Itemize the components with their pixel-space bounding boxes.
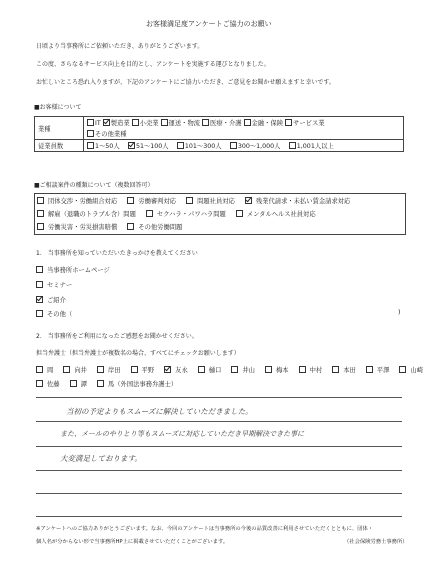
checkbox[interactable] (399, 366, 406, 373)
q1-option: ご紹介 (36, 295, 70, 304)
answer-line (36, 470, 402, 471)
lawyers-row-2: 佐藤 譚 馬（外国法事務弁護士） (36, 379, 185, 388)
checkbox[interactable] (37, 197, 44, 204)
checkbox[interactable] (36, 310, 43, 317)
answer-line (36, 421, 402, 422)
q1-option-other: その他（ (36, 309, 76, 318)
consult-row-1: 団体交渉・労働組合対応 労働審判対応 問題社員対応 残業代請求・未払い賃金請求対応 (37, 196, 358, 205)
checkbox-checked[interactable] (128, 142, 135, 149)
lawyers-row-1: 岡 向井 岸田 平野 友永 樋口 井山 梅本 中村 本田 平澤 山崎 (36, 365, 431, 374)
checkbox[interactable] (131, 366, 138, 373)
checkbox-checked[interactable] (103, 119, 110, 126)
answer-line (36, 493, 402, 494)
handwritten-answer-1: 当初の予定よりもスムーズに解決していただきました。 (66, 407, 253, 416)
checkbox[interactable] (37, 210, 44, 217)
checkbox[interactable] (231, 366, 238, 373)
industry-option: 運送・物流 (161, 120, 200, 127)
footer-note-2: 個人名が分からない形で当事務所HP上に掲載させていただくことがございます。 (36, 539, 229, 545)
checkbox[interactable] (36, 366, 43, 373)
checkbox[interactable] (87, 119, 94, 126)
consult-heading: ■ご相談案件の種類について（複数回答可） (34, 182, 154, 189)
checkbox[interactable] (198, 366, 205, 373)
industry-option: 小売業 (132, 120, 159, 127)
checkbox[interactable] (299, 366, 306, 373)
checkbox[interactable] (37, 223, 44, 230)
footer-firm: （社会保険労務士事務所） (344, 539, 408, 545)
checkbox[interactable] (97, 380, 104, 387)
checkbox[interactable] (161, 119, 168, 126)
industry-label: 業種 (35, 117, 84, 140)
customer-table (34, 116, 404, 152)
answer-line (36, 516, 402, 517)
intro-line-1: 日頃より当事務所にご依頼いただき、ありがとうございます。 (36, 43, 204, 50)
checkbox-checked[interactable] (164, 366, 171, 373)
checkbox[interactable] (97, 366, 104, 373)
checkbox[interactable] (146, 210, 153, 217)
intro-line-2: この度、さらなるサービス向上を目的とし、アンケートを実施する運びとなりました。 (36, 61, 270, 68)
industry-option: 製造業 (103, 120, 130, 127)
checkbox[interactable] (132, 119, 139, 126)
footer-note-1: ※アンケートへのご協力ありがとうございます。なお、今回のアンケートは当事務所の今後の品質改善に利用させていただくとともに、団体・ (36, 526, 374, 532)
checkbox[interactable] (127, 223, 134, 230)
checkbox[interactable] (236, 210, 243, 217)
q1-option: セミナー (36, 280, 76, 289)
q1-close-paren: ) (398, 309, 401, 316)
consult-row-2: 解雇（退職のトラブル含）問題 セクハラ・パワハラ問題 メンタルヘルス社員対応 (37, 209, 324, 218)
handwritten-answer-3: 大変満足しております。 (60, 454, 142, 463)
q2-text: 2. 当事務所をご利用になったご感想をお聞かせください。 (36, 333, 198, 340)
checkbox[interactable] (285, 119, 292, 126)
checkbox[interactable] (366, 366, 373, 373)
industry-other: その他業種 (84, 128, 404, 140)
handwritten-answer-2: また、メールのやりとり等もスムーズに対応していただき早期解決できた事に (60, 430, 305, 438)
industry-option: IT (87, 120, 101, 127)
checkbox[interactable] (230, 142, 237, 149)
checkbox[interactable] (36, 281, 43, 288)
checkbox[interactable] (127, 197, 134, 204)
checkbox[interactable] (332, 366, 339, 373)
intro-line-3: お忙しいところ恐れ入りますが、下記のアンケートにご協力いただき、ご意見をお聞かせ願えますと幸いです。 (36, 79, 335, 86)
industry-option: 金融・保険 (244, 120, 283, 127)
checkbox[interactable] (244, 119, 251, 126)
checkbox[interactable] (36, 266, 43, 273)
answer-line (36, 446, 402, 447)
industry-option: サービス業 (285, 120, 324, 127)
checkbox[interactable] (87, 130, 94, 137)
checkbox[interactable] (70, 380, 77, 387)
checkbox[interactable] (265, 366, 272, 373)
q1-option: 当事務所ホームページ (36, 265, 114, 274)
checkbox[interactable] (177, 142, 184, 149)
customer-heading: ■お客様について (34, 104, 82, 111)
industry-options (84, 117, 404, 129)
page-title: お客様満足度アンケートご協力のお願い (146, 20, 272, 28)
industry-option: 医療・介護 (202, 120, 241, 127)
employees-label: 従業員数 (35, 140, 84, 152)
q1-text: 1. 当事務所を知っていただいたきっかけを教えてください (36, 250, 198, 257)
checkbox[interactable] (36, 380, 43, 387)
answer-line (36, 397, 402, 398)
lawyer-label: 担当弁護士（担当弁護士が複数名の場合、すべてにチェックお願いします） (36, 350, 240, 357)
checkbox-checked[interactable] (36, 296, 43, 303)
checkbox[interactable] (202, 119, 209, 126)
checkbox-checked[interactable] (245, 197, 252, 204)
checkbox[interactable] (289, 142, 296, 149)
consult-row-3: 労働災害・労災損害賠償 その他労働問題 (37, 222, 190, 231)
checkbox[interactable] (87, 142, 94, 149)
checkbox[interactable] (63, 366, 70, 373)
employee-options: 1～50人 51～100人 101～300人 300～1,000人 1,001人以上 (84, 140, 404, 152)
checkbox[interactable] (186, 197, 193, 204)
